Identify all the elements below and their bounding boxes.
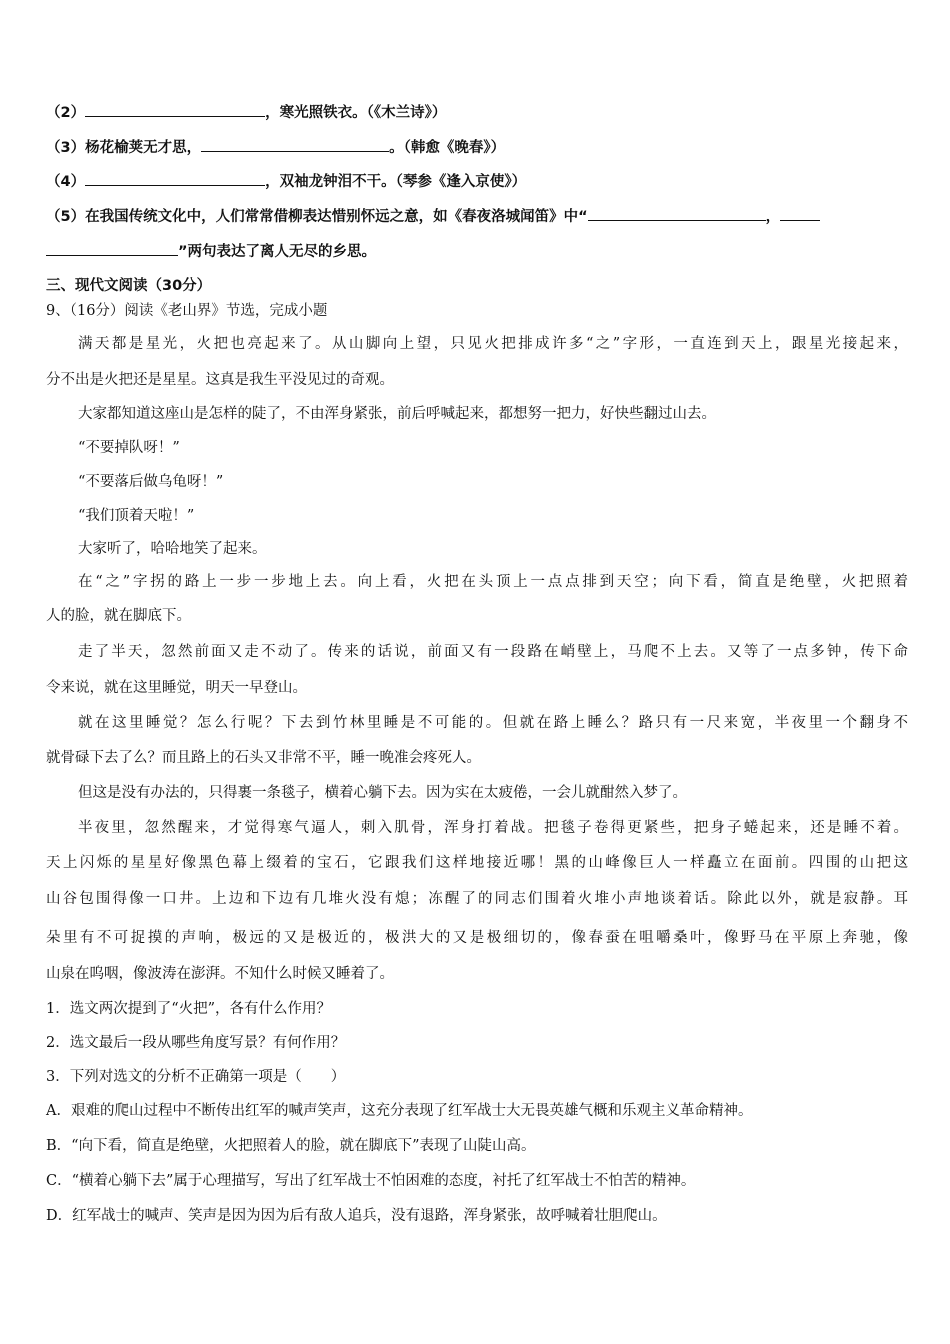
q5-text-end: ”两句表达了离人无尽的乡思。 — [178, 244, 377, 260]
passage-line: 人的脸，就在脚底下。 — [46, 608, 191, 624]
answer-blank[interactable] — [46, 241, 178, 256]
passage-line: 山谷包围得像一口井。上边和下边有几堆火没有熄；冻醒了的同志们围着火堆小声地谈着话。除此以外，就是寂静。耳 — [46, 891, 908, 907]
q5-comma: ， — [765, 209, 781, 225]
question-3: 3．下列对选文的分析不正确第一项是（ ） — [46, 1069, 346, 1085]
answer-blank[interactable] — [85, 102, 265, 117]
passage-line: 山泉在呜咽，像波涛在澎湃。不知什么时候又睡着了。 — [46, 966, 394, 982]
passage-line: 大家都知道这座山是怎样的陡了，不由浑身紧张，前后呼喊起来，都想努一把力，好快些翻过山去。 — [78, 406, 716, 422]
question-9-intro: 9、（16分）阅读《老山界》节选，完成小题 — [46, 303, 328, 319]
answer-blank[interactable] — [588, 206, 766, 221]
passage-line: 走了半天，忽然前面又走不动了。传来的话说，前面又有一段路在峭壁上，马爬不上去。又等了一点多钟，传下命 — [78, 644, 908, 660]
option-d: D．红军战士的喊声、笑声是因为因为后有敌人追兵，没有退路，浑身紧张，故呼喊着壮胆爬山。 — [46, 1208, 667, 1224]
fill-in-q2 — [46, 102, 908, 123]
option-c: C．“横着心躺下去”属于心理描写，写出了红军战士不怕困难的态度，衬托了红军战士不怕苦的精神。 — [46, 1173, 696, 1189]
answer-blank[interactable] — [201, 137, 389, 152]
passage-line: “不要落后做乌龟呀！” — [78, 474, 224, 490]
answer-blank[interactable] — [780, 206, 820, 221]
passage-line: 朵里有不可捉摸的声响，极远的又是极近的，极洪大的又是极细切的，像春蚕在咀嚼桑叶，像野马在平原上奔驰，像 — [46, 930, 908, 946]
q3-text: 杨花榆荚无才思， — [85, 140, 202, 156]
section-heading: 三、现代文阅读（30分） — [46, 278, 212, 294]
passage-line: 就骨碌下去了么？而且路上的石头又非常不平，睡一晚准会疼死人。 — [46, 750, 481, 766]
q3-text-end: 。（韩愈《晚春》） — [389, 140, 506, 156]
passage-line: 满天都是星光，火把也亮起来了。从山脚向上望，只见火把排成许多“之”字形，一直连到天上，跟星光接起来， — [78, 336, 908, 352]
passage-line: 就在这里睡觉？怎么行呢？下去到竹林里睡是不可能的。但就在路上睡么？路只有一尺来宽，半夜里一个翻身不 — [78, 715, 908, 731]
passage-line: 但这是没有办法的，只得裹一条毯子，横着心躺下去。因为实在太疲倦，一会儿就酣然入梦了。 — [78, 785, 687, 801]
answer-blank[interactable] — [85, 171, 265, 186]
question-1: 1．选文两次提到了“火把”，各有什么作用？ — [46, 1001, 332, 1017]
passage-line: 令来说，就在这里睡觉，明天一早登山。 — [46, 680, 307, 696]
passage-line: 大家听了，哈哈地笑了起来。 — [78, 541, 267, 557]
question-2: 2．选文最后一段从哪些角度写景？有何作用？ — [46, 1035, 346, 1051]
passage-line: 在“之”字拐的路上一步一步地上去。向上看，火把在头顶上一点点排到天空；向下看，简直是绝壁，火把照着 — [78, 574, 908, 590]
q2-number: （2） — [46, 105, 86, 121]
passage-line: 天上闪烁的星星好像黑色幕上缀着的宝石，它跟我们这样地接近哪！黑的山峰像巨人一样矗立在面前。四围的山把这 — [46, 855, 908, 871]
option-a: A．艰难的爬山过程中不断传出红军的喊声笑声，这充分表现了红军战士大无畏英雄气概和乐观主义革命精神。 — [46, 1103, 753, 1119]
passage-line: 分不出是火把还是星星。这真是我生平没见过的奇观。 — [46, 372, 394, 388]
q2-text: ，寒光照铁衣。（《木兰诗》） — [265, 105, 447, 121]
fill-in-q5-cont — [46, 241, 908, 262]
q5-text: （5）在我国传统文化中，人们常常借柳表达惜别怀远之意，如《春夜洛城闻笛》中“ — [46, 209, 588, 225]
q3-number: （3） — [46, 140, 86, 156]
fill-in-q4 — [46, 171, 908, 192]
q4-text: ，双袖龙钟泪不干。（琴参《逢入京使》） — [265, 174, 527, 190]
passage-line: “不要掉队呀！” — [78, 440, 180, 456]
fill-in-q5 — [46, 206, 908, 227]
passage-line: “我们顶着天啦！” — [78, 508, 195, 524]
option-b: B．“向下看，简直是绝壁，火把照着人的脸，就在脚底下”表现了山陡山高。 — [46, 1138, 536, 1154]
passage-line: 半夜里，忽然醒来，才觉得寒气逼人，刺入肌骨，浑身打着战。把毯子卷得更紧些，把身子蜷起来，还是睡不着。 — [78, 820, 908, 836]
fill-in-q3 — [46, 137, 908, 158]
q4-number: （4） — [46, 174, 86, 190]
